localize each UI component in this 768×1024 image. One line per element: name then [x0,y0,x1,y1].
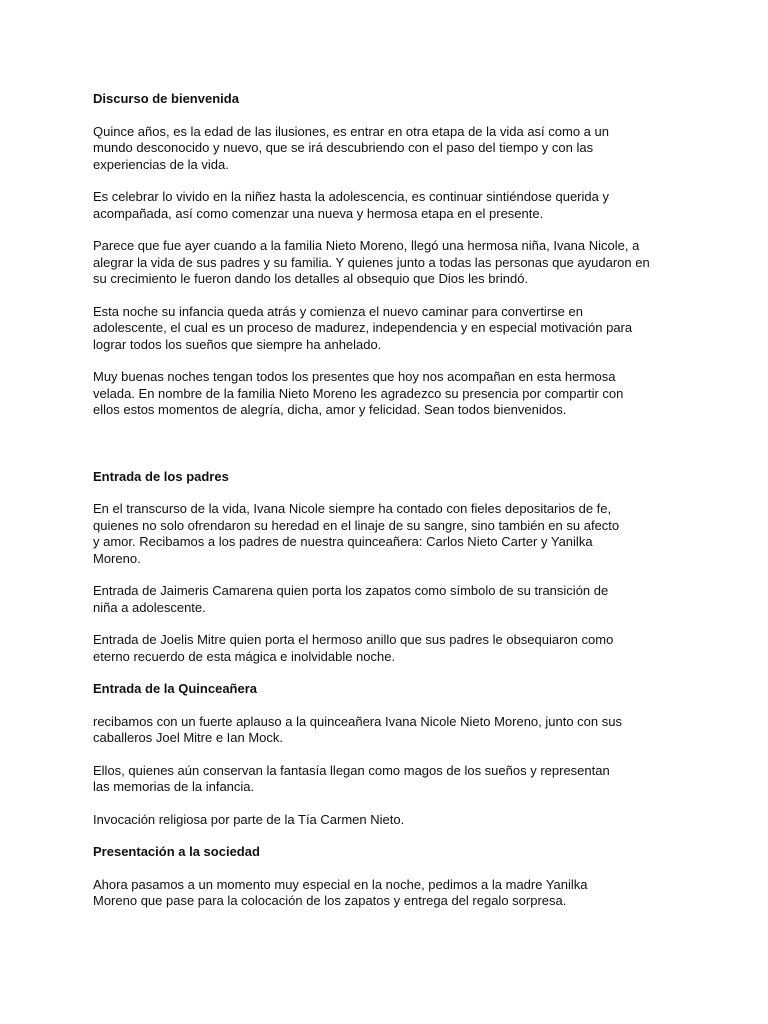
text-line: Moreno que pase para la colocación de los zapatos y entrega del regalo sorpresa. [93,893,567,908]
paragraph [93,632,683,665]
paragraph [93,812,683,829]
text-line: su crecimiento le fueron dando los detalles al obsequio que Dios les brindó. [93,271,529,286]
text-line: eterno recuerdo de esta mágica e inolvidable noche. [93,648,396,664]
paragraph [93,583,683,616]
paragraph [93,304,683,354]
paragraph [93,238,683,288]
text-line: Invocación religiosa por parte de la Tía Carmen Nieto. [93,811,405,827]
section-spacer [93,435,683,469]
text-line: caballeros Joel Mitre e Ian Mock. [93,730,284,745]
text-line: quienes no solo ofrendaron su heredad en el linaje de su sangre, sino también en su afecto [93,517,620,533]
text-line: lograr todos los sueños que siempre ha anhelado. [93,336,382,352]
text-line: Moreno. [93,550,141,566]
text-line: Es celebrar lo vivido en la niñez hasta la adolescencia, es continuar sintiéndose querida y [93,189,609,204]
text-line: Parece que fue ayer cuando a la familia Nieto Moreno, llegó una hermosa niña, Ivana Nicole, a [93,238,640,253]
text-line: y amor. Recibamos a los padres de nuestra quinceañera: Carlos Nieto Carter y Yanilka [93,534,593,549]
section-heading-entrada-quinceanera: Entrada de la Quinceañera [93,681,258,696]
section-heading-entrada-padres: Entrada de los padres [93,468,229,484]
text-line: Esta noche su infancia queda atrás y comienza el nuevo caminar para convertirse en [93,303,583,319]
text-line: velada. En nombre de la familia Nieto Moreno les agradezco su presencia por compartir con [93,385,624,401]
text-line: adolescente, el cual es un proceso de madurez, independencia y en especial motivación para [93,320,633,335]
paragraph [93,714,683,747]
paragraph [93,369,683,419]
text-line: mundo desconocido y nuevo, que se irá descubriendo con el paso del tiempo y con las [93,140,594,155]
text-line: Ahora pasamos a un momento muy especial en la noche, pedimos a la madre Yanilka [93,876,588,892]
text-line: las memorias de la infancia. [93,779,255,794]
paragraph [93,501,683,567]
text-line: Muy buenas noches tengan todos los presentes que hoy nos acompañan en esta hermosa [93,369,616,384]
text-line: Entrada de Jaimeris Camarena quien porta los zapatos como símbolo de su transición de [93,583,609,598]
paragraph [93,189,683,222]
document-page [93,91,683,926]
text-line: En el transcurso de la vida, Ivana Nicole siempre ha contado con fieles depositarios de fe, [93,501,612,516]
section-heading-bienvenida: Discurso de bienvenida [93,91,239,106]
text-line: experiencias de la vida. [93,156,229,172]
text-line: Entrada de Joelis Mitre quien porta el hermoso anillo que sus padres le obsequiaron como [93,632,614,647]
text-line: acompañada, así como comenzar una nueva y hermosa etapa en el presente. [93,205,544,221]
paragraph [93,763,683,796]
paragraph [93,124,683,174]
text-line: ellos estos momentos de alegría, dicha, amor y felicidad. Sean todos bienvenidos. [93,402,567,417]
text-line: recibamos con un fuerte aplauso a la quinceañera Ivana Nicole Nieto Moreno, junto con sus [93,713,622,729]
text-line: Ellos, quienes aún conservan la fantasía llegan como magos de los sueños y representan [93,762,610,778]
text-line: Quince años, es la edad de las ilusiones, es entrar en otra etapa de la vida así como a un [93,123,609,139]
text-line: niña a adolescente. [93,599,206,615]
section-heading-presentacion: Presentación a la sociedad [93,844,260,859]
text-line: alegrar la vida de sus padres y su familia. Y quienes junto a todas las personas que ayudaron en [93,254,650,270]
paragraph [93,877,683,910]
